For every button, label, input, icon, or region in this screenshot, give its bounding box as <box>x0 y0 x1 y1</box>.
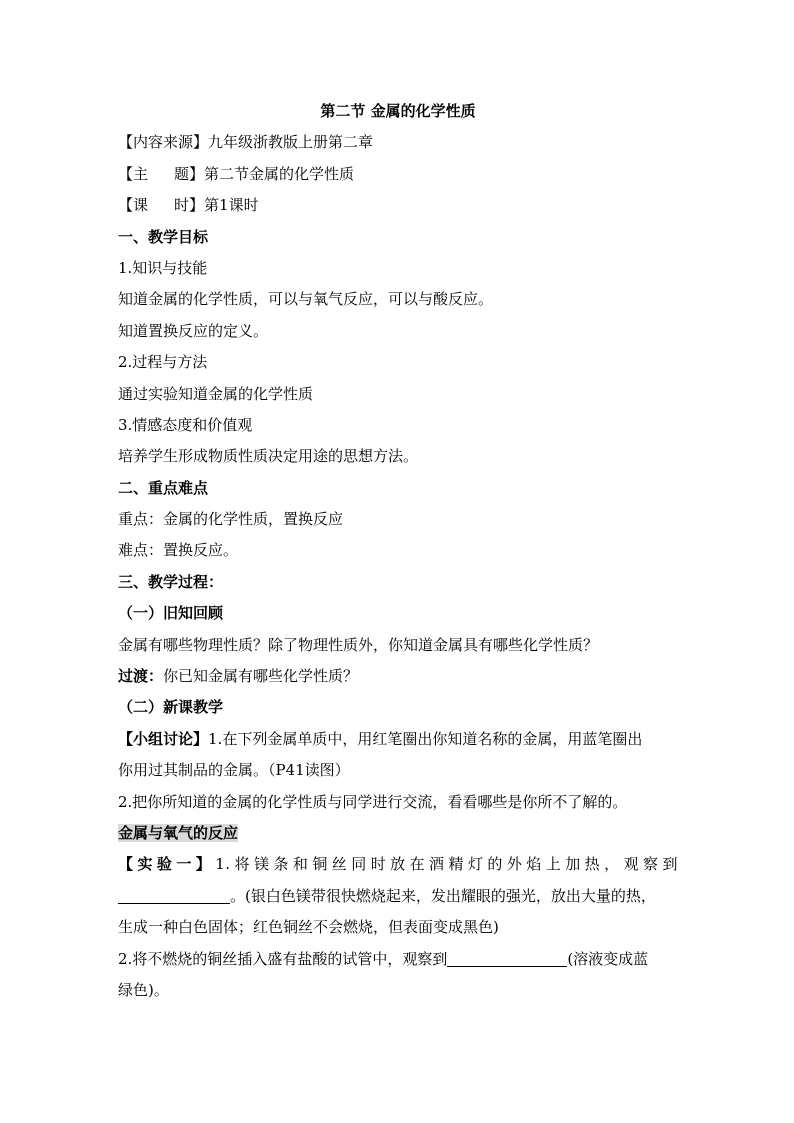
page-title: 第二节 金属的化学性质 <box>320 102 476 120</box>
answer-blank-1[interactable] <box>118 888 230 904</box>
objective-knowledge-heading: 1.知识与技能 <box>118 258 208 277</box>
section-heading-key-points: 二、重点难点 <box>118 478 209 497</box>
answer-blank-2[interactable] <box>447 951 567 967</box>
experiment-1-line-b <box>118 881 678 912</box>
meta-source-value: 九年级浙教版上册第二章 <box>208 133 374 152</box>
review-question: 金属有哪些物理性质？除了物理性质外，你知道金属具有哪些化学性质？ <box>118 635 599 654</box>
experiment-1-text-a: 1.将镁条和铜丝同时放在酒精灯的外焰上加热，观察到 <box>215 855 678 874</box>
objective-process-1: 通过实验知道金属的化学性质 <box>118 384 314 403</box>
key-point: 重点：金属的化学性质，置换反应 <box>118 510 344 529</box>
meta-topic <box>118 159 678 190</box>
group-discussion-2: 2.把你所知道的金属的化学性质与同学进行交流，看看哪些是你所不了解的。 <box>118 792 628 811</box>
experiment-2-line-a <box>118 944 678 975</box>
meta-period-label-close: 时】 <box>174 196 205 215</box>
transition-text: 你已知金属有哪些化学性质？ <box>163 667 359 686</box>
experiment-1-line-a <box>118 849 678 880</box>
new-lesson-heading: （二）新课教学 <box>118 698 224 717</box>
meta-topic-label-open: 【主 <box>118 164 149 183</box>
meta-period <box>118 190 678 221</box>
experiment-1-line-c: 生成一种白色固体；红色铜丝不会燃烧，但表面变成黑色) <box>118 918 499 937</box>
meta-topic-value: 第二节金属的化学性质 <box>204 164 355 183</box>
difficult-point: 难点：置换反应。 <box>118 541 239 560</box>
meta-source <box>118 127 678 158</box>
review-heading: （一）旧知回顾 <box>118 604 224 623</box>
oxygen-reaction-heading <box>118 818 678 849</box>
experiment-2-text-b: (溶液变成蓝 <box>567 949 649 968</box>
section-heading-objectives: 一、教学目标 <box>118 227 209 246</box>
meta-period-label-open: 【课 <box>118 196 149 215</box>
objective-emotion-heading: 3.情感态度和价值观 <box>118 415 253 434</box>
objective-emotion-1: 培养学生形成物质性质决定用途的思想方法。 <box>118 447 419 466</box>
meta-source-label: 【内容来源】 <box>118 133 209 152</box>
transition-label: 过渡： <box>118 667 164 686</box>
objective-knowledge-1: 知道金属的化学性质，可以与氧气反应，可以与酸反应。 <box>118 290 494 309</box>
experiment-2-text-a: 2.将不燃烧的铜丝插入盛有盐酸的试管中，观察到 <box>118 949 448 968</box>
oxygen-reaction-heading-text: 金属与氧气的反应 <box>118 823 239 842</box>
experiment-1-text-b: 。(银白色镁带很快燃烧起来，发出耀眼的强光，放出大量的热， <box>230 886 656 905</box>
transition <box>118 661 678 692</box>
group-discussion-1b: 你用过其制品的金属。（P41读图） <box>118 761 350 780</box>
section-heading-process: 三、教学过程： <box>118 572 224 591</box>
meta-topic-label-close: 题】 <box>174 164 205 183</box>
group-discussion-text: 1.在下列金属单质中，用红笔圈出你知道名称的金属，用蓝笔圈出 <box>208 729 643 748</box>
experiment-2-line-b: 绿色)。 <box>118 980 169 999</box>
group-discussion-label: 【小组讨论】 <box>118 729 209 748</box>
meta-period-value: 第1课时 <box>204 196 259 215</box>
experiment-label: 【实验一】 <box>118 855 216 874</box>
group-discussion-1a <box>118 724 678 755</box>
document-body <box>118 96 678 1006</box>
objective-knowledge-2: 知道置换反应的定义。 <box>118 321 269 340</box>
objective-process-heading: 2.过程与方法 <box>118 353 208 372</box>
